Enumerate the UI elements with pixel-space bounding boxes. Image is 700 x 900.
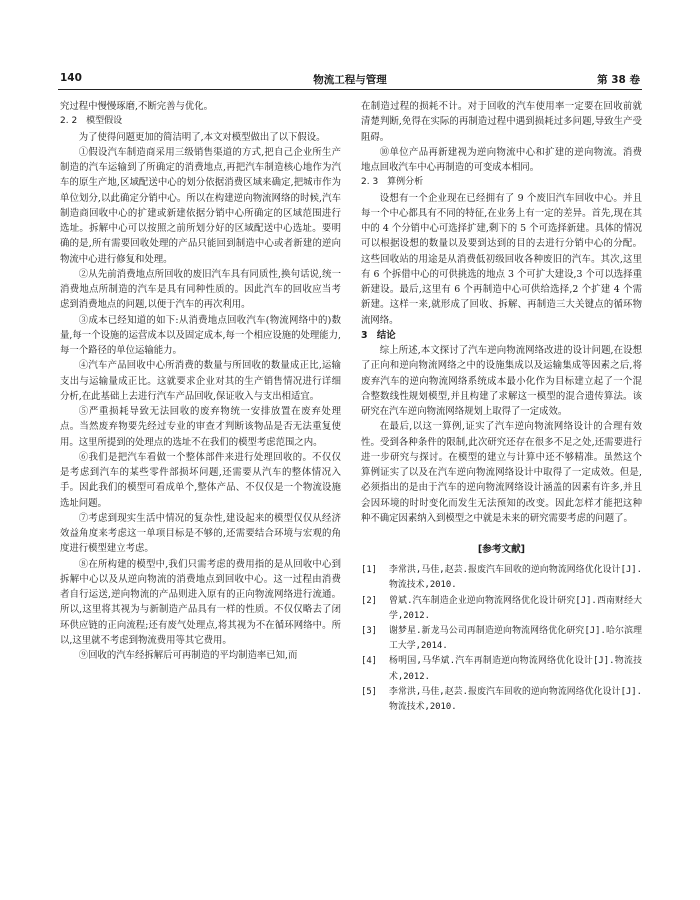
- right-column: [361, 99, 642, 715]
- left-paragraph: ③成本已经知道的如下:从消费地点回收汽车(物流网络中的)数量,每一个设施的运营成本以及固定成本,每一个相应设施的处理能力,每一个路径的单位运输能力。: [60, 314, 341, 356]
- left-column: [60, 99, 341, 663]
- reference-text: 曾斌.汽车制造企业逆向物流网络优化设计研究[J].西南财经大学,2012.: [389, 595, 642, 621]
- reference-item: [361, 654, 642, 684]
- reference-number: [5]: [361, 686, 378, 697]
- left-paragraph: ⑦考虑到现实生活中情况的复杂性,建设起来的模型仅仅从经济效益角度来考虑这一单项目标是不够的,还需要结合环境与宏观的角度进行模型建立考虑。: [60, 512, 341, 555]
- reference-item: [361, 624, 642, 654]
- section-heading: 3 结论: [361, 329, 396, 341]
- left-paragraph: ⑨回收的汽车经拆解后可再制造的平均制造率已知,而: [78, 650, 298, 661]
- left-paragraph: ①假设汽车制造商采用三级销售渠道的方式,把自己企业所生产制造的汽车运输到了所确定的消费地点,再把汽车制造核心地作为汽车的原生产地,区域配送中心的划分依据消费区域来确定,把城市作为单位划分,以此确定分销中心。所以在构建逆向物流网络的时候,汽车制造商回收中心的扩建或新建依据分销中心所确定的区域范围进行选址。拆解中心可以按照之前所划分好的区域配送中心选址。要明确的是,所有需要回收处理的产品只能回到制造中心或者新建的逆向物流中心进行修复和处理。: [60, 146, 341, 265]
- reference-item: [361, 685, 642, 715]
- reference-number: [4]: [361, 656, 378, 667]
- reference-text: 杨明国,马华斌.汽车再制造逆向物流网络优化设计[J].物流技术,2012.: [389, 656, 642, 682]
- section-heading: 2. 3 算例分析: [361, 177, 424, 188]
- section-heading: 2. 2 模型假设: [60, 116, 123, 127]
- reference-text: 李常洪,马佳,赵芸.报废汽车回收的逆向物流网络优化设计[J].物流技术,2010.: [389, 686, 642, 713]
- page-number: 140: [60, 72, 82, 84]
- references-title: [参考文献]: [477, 544, 526, 555]
- volume-label: 第 38 卷: [597, 74, 640, 86]
- right-paragraph: ⑩单位产品再新建视为逆向物流中心和扩建的逆向物流。消费地点回收汽车中心再制造的可变成本相同。: [361, 146, 642, 173]
- right-paragraph: 在最后,以这一算例,证实了汽车逆向物流网络设计的合理有效性。受到各种条件的限制,此次研究还存在很多不足之处,还需要进行进一步研究与探讨。在模型的建立与计算中还不够精准。虽然这个算例证实了以及在汽车逆向物流网络设计中取得了一定成效。但是,必须指出的是由于汽车的逆向物流网络设计涵盖的因素有许多,并且会因环境的时时变化而发生无法预知的改变。因此怎样才能把这种种不确定因素纳入到模型之中就是未来的研究需要考虑的问题了。: [361, 421, 642, 524]
- reference-item: [361, 594, 642, 624]
- reference-number: [2]: [361, 595, 378, 606]
- running-head: [58, 72, 642, 88]
- left-paragraph: 为了使得问题更加的简洁明了,本文对模型做出了以下假设。: [78, 131, 326, 143]
- reference-number: [1]: [361, 565, 378, 576]
- header-rule: [58, 89, 642, 90]
- left-paragraph: ④汽车产品回收中心所消费的数量与所回收的数量成正比,运输支出与运输量成正比。这就要求企业对其的生产销售情况进行详细分析,在此基础上去进行汽车产品回收,保证收入与支出相适宜。: [60, 360, 341, 402]
- journal-title: 物流工程与管理: [313, 74, 387, 86]
- right-column-body: [361, 99, 642, 526]
- reference-text: 李常洪,马佳,赵芸.报废汽车回收的逆向物流网络优化设计[J].物流技术,2010.: [389, 565, 642, 591]
- left-paragraph: ⑤严重损耗导致无法回收的废弃物统一安排放置在废弃处理点。当然废弃物要先经过专业的审查才判断该物品是否无法重复使用。这里所提到的处理点的选址不在我们的模型考虑范围之内。: [60, 406, 341, 448]
- left-paragraph: ②从先前消费地点所回收的废旧汽车具有同质性,换句话说,统一消费地点所制造的汽车是具有同种性质的。因此汽车的回收应当考虑到消费地点的问题,以便于汽车的再次利用。: [60, 268, 341, 311]
- reference-number: [3]: [361, 626, 378, 637]
- left-paragraph: 究过程中慢慢琢磨,不断完善与优化。: [60, 101, 213, 112]
- reference-text: 谢梦星.新龙马公司再制造逆向物流网络优化研究[J].哈尔滨理工大学,2014.: [389, 626, 642, 652]
- right-paragraph: 综上所述,本文探讨了汽车逆向物流网络改进的设计问题,在设想了正向和逆向物流网络之中的设施集成以及运输集成等因素之后,将废弃汽车的逆向物流网络系统成本最小化作为目标建立起了一个混合整数线性规划模型,并且构建了求解这一模型的混合遗传算法。该研究在汽车逆向物流网络规划上取得了一定成效。: [361, 345, 642, 417]
- reference-item: [361, 563, 642, 593]
- right-paragraph: 在制造过程的损耗不计。对于回收的汽车使用率一定要在回收前就清楚判断,免得在实际的再制造过程中遇到损耗过多问题,导致生产受阻碍。: [361, 101, 642, 143]
- left-paragraph: ⑧在所构建的模型中,我们只需考虑的费用指的是从回收中心到拆解中心以及从逆向物流的消费地点到回收中心。这一过程由消费者自行运送,逆向物流的产品则进入原有的正向物流网络进行流通。所以,这里将其视为与新制造产品具有一样的性质。不仅仅略去了闭环供应链的正向流程;还有废气处理点,将其视为不在循环网络中。所以,这里就不考虑到物流费用等其它费用。: [60, 558, 341, 646]
- left-paragraph: ⑥我们是把汽车看做一个整体部件来进行处理回收的。不仅仅是考虑到汽车的某些零件部损坏问题,还需要从汽车的整体情况入手。因此我们的模型可看成单个,整体产品、不仅仅是一个物流设施选址问题。: [60, 451, 341, 509]
- references-list: [361, 563, 642, 715]
- right-paragraph: 设想有一个企业现在已经拥有了 9 个废旧汽车回收中心。并且每一个中心都具有不同的特征,在业务上有一定的差异。首先,现在其中的 4 个分销中心可选择扩建,剩下的 5 个可选择新建。具体的情况可以根据设想的数量以及要到达到的目的去进行分销中心的分配。这些回收站的用途是从消费低初级回收各种废旧的汽车。其次,这里有 6 个拆借中心的可供挑选的地点 3 个可扩大建设,3 个可以选择重新建设。最后,这里有 6 个再制造中心可供给选择,2 个扩建 4 个需新建。这样一来,就形成了回收、拆解、再制造三大关键点的循环物流网络。: [361, 192, 642, 326]
